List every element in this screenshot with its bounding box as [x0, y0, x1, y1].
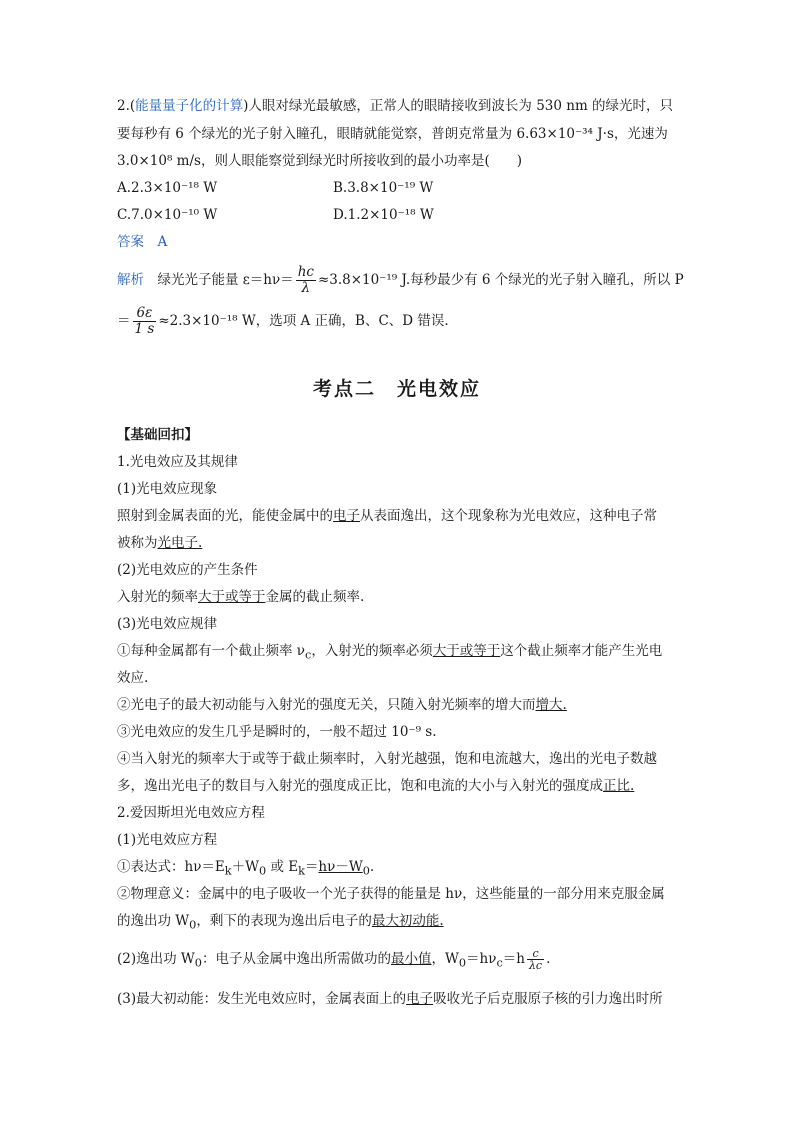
subscript: 0	[258, 864, 267, 878]
text: 或 E	[266, 859, 299, 875]
s1-rule1-line1	[117, 641, 662, 666]
fraction-numerator: 6ε	[133, 306, 157, 322]
fraction-numerator: hc	[297, 264, 314, 280]
s1-p2	[117, 587, 364, 607]
s2-sub1: (1)光电效应方程	[117, 832, 218, 848]
s2-title: 2.爱因斯坦光电效应方程	[117, 805, 265, 821]
underlined-blank: 大于或等于	[432, 643, 501, 659]
text: 吸收光子后克服原子核的引力逸出时所	[433, 991, 663, 1007]
s1-rule3: ③光电效应的发生几乎是瞬时的，一般不超过 10⁻⁹ s.	[117, 724, 437, 740]
question-number: 2.(	[117, 98, 136, 114]
text: hν－W	[318, 859, 363, 875]
text: ，W	[431, 951, 459, 967]
s2-meaning-line2	[117, 911, 444, 936]
s1-rule1-line2: 效应.	[117, 670, 149, 686]
text: ①表达式：hν＝E	[117, 859, 225, 875]
analysis-text: 绿光光子能量 ε＝hν＝	[157, 272, 294, 288]
analysis-line-1	[117, 263, 684, 297]
s2-expression	[117, 857, 374, 882]
text: ，入射光的频率必须	[311, 643, 433, 659]
text: 金属的截止频率.	[265, 589, 365, 605]
text: 这个截止频率才能产生光电	[500, 643, 663, 659]
text: (2)逸出功 W	[117, 951, 195, 967]
option-c: C.7.0×10⁻¹⁰ W	[117, 207, 218, 223]
s1-rule2	[117, 695, 567, 715]
basics-label: 【基础回扣】	[117, 427, 198, 443]
fraction-hc-over-lambda	[296, 265, 316, 296]
subscript: 0	[189, 918, 197, 932]
underlined-blank: 光电子.	[157, 535, 203, 551]
question-line-1	[117, 96, 673, 116]
option-b: B.3.8×10⁻¹⁹ W	[333, 180, 434, 196]
underlined-blank: 大于或等于	[198, 589, 266, 605]
s1-sub1: (1)光电效应现象	[117, 481, 218, 497]
s2-meaning-line1: ②物理意义：金属中的电子吸收一个光子获得的能量是 hν，这些能量的一部分用来克服金属	[117, 886, 665, 902]
fraction-denominator: λc	[528, 959, 543, 972]
subscript: k	[224, 864, 232, 878]
s1-rule4-line2	[117, 776, 634, 796]
text: .	[546, 951, 551, 967]
s1-title: 1.光电效应及其规律	[117, 454, 238, 470]
answer-label: 答案	[117, 234, 144, 250]
text: ①每种金属都有一个截止频率 ν	[117, 643, 305, 659]
text: 的逸出功 W	[117, 913, 190, 929]
text: 多，逸出光电子的数目与入射光的强度成正比，饱和电流的大小与入射光的强度成	[117, 778, 603, 794]
question-topic: 能量量子化的计算	[135, 98, 244, 114]
text: ②光电子的最大初动能与入射光的强度无关，只随入射光频率的增大而	[117, 697, 536, 713]
fraction-6eps-over-1s	[133, 306, 157, 337]
option-d: D.1.2×10⁻¹⁸ W	[333, 207, 434, 223]
analysis-text: ≈2.3×10⁻¹⁸ W，选项 A 正确，B、C、D 错误.	[158, 313, 449, 329]
underlined-blank: 最大初动能.	[371, 913, 444, 929]
analysis-text: ＝	[117, 313, 131, 329]
answer-value: A	[157, 234, 168, 250]
text: ：电子从金属中逸出所需做功的	[201, 951, 391, 967]
underlined-blank: 电子	[406, 991, 434, 1007]
text: 从表面逸出，这个现象称为光电效应，这种电子常	[360, 508, 657, 524]
fraction-c-over-lambda-c	[527, 948, 544, 971]
text: 被称为	[117, 535, 158, 551]
analysis-label: 解析	[117, 272, 144, 288]
text: .	[369, 859, 375, 875]
subscript: 0	[362, 864, 370, 878]
fraction-denominator: λ	[301, 280, 311, 296]
s1-sub2: (2)光电效应的产生条件	[117, 562, 258, 578]
underlined-blank	[318, 859, 370, 878]
fraction-denominator: 1 s	[134, 321, 155, 337]
text: ＝	[304, 859, 319, 875]
analysis-text: ≈3.8×10⁻¹⁹ J.每秒最少有 6 个绿光的光子射入瞳孔，所以 P	[317, 272, 684, 288]
text: ＝hν	[466, 951, 497, 967]
underlined-blank: 电子	[333, 508, 360, 524]
question-text: )人眼对绿光最敏感，正常人的眼睛接收到波长为 530 nm 的绿光时，只	[243, 98, 674, 114]
s1-p1-line2	[117, 533, 202, 553]
text: 入射光的频率	[117, 589, 198, 605]
subscript: 0	[194, 956, 202, 970]
s1-p1-line1	[117, 506, 657, 526]
section-title: 考点二 光电效应	[312, 378, 481, 400]
text: ，剩下的表现为逸出后电子的	[196, 913, 372, 929]
text: ＋W	[231, 859, 259, 875]
fraction-numerator: c	[527, 948, 544, 960]
subscript: c	[305, 648, 312, 662]
answer-line	[117, 232, 167, 252]
text: ＝h	[502, 951, 525, 967]
question-line-2: 要每秒有 6 个绿光的光子射入瞳孔，眼睛就能觉察，普朗克常量为 6.63×10⁻³⁴ J·s，光速为	[117, 126, 668, 142]
subscript: 0	[458, 956, 467, 970]
question-line-3: 3.0×10⁸ m/s，则人眼能察觉到绿光时所接收到的最小功率是( )	[117, 153, 522, 169]
subscript: c	[496, 956, 503, 970]
text: (3)最大初动能：发生光电效应时，金属表面上的	[117, 991, 407, 1007]
s2-max-kinetic	[117, 989, 663, 1009]
analysis-line-2	[117, 304, 449, 338]
underlined-blank: 增大.	[535, 697, 567, 713]
text: 照射到金属表面的光，能使金属中的	[117, 508, 333, 524]
subscript: k	[298, 864, 305, 878]
s2-work-function	[117, 944, 550, 979]
underlined-blank: 正比.	[603, 778, 635, 794]
underlined-blank: 最小值	[390, 951, 432, 967]
s1-sub3: (3)光电效应规律	[117, 616, 218, 632]
option-a: A.2.3×10⁻¹⁸ W	[117, 180, 218, 196]
s1-rule4-line1: ④当入射光的频率大于或等于截止频率时，入射光越强，饱和电流越大，逸出的光电子数越	[117, 751, 657, 767]
